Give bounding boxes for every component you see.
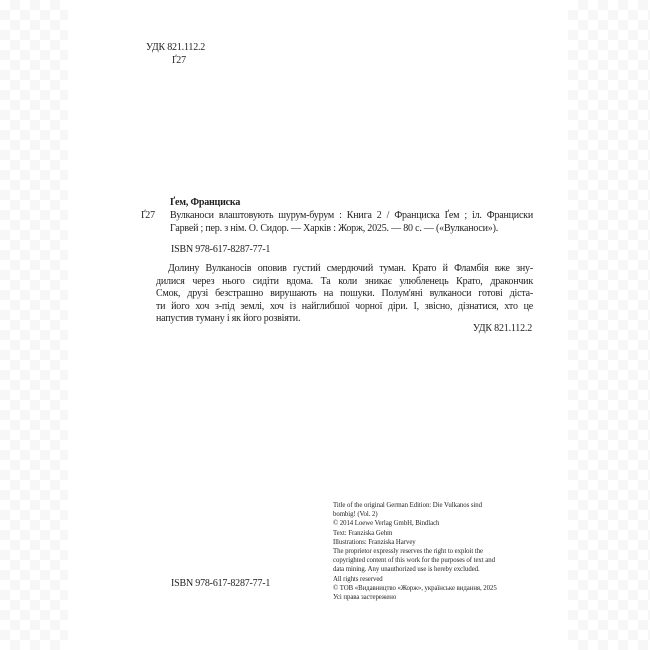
isbn-bottom: ISBN 978-617-8287-77-1 [171, 578, 271, 589]
udc-index-top: УДК 821.112.2 [146, 42, 206, 53]
catalog-citation [170, 210, 533, 235]
catalog-citation-line: Гарвей ; пер. з нім. О. Сидор. — Харків : Жорж, 2025. — 80 с. — («Вулканоси»). [170, 222, 499, 234]
copyright-line: copyrighted content of this work for the purposes of text and [333, 557, 495, 565]
copyright-line: All rights reserved [333, 575, 383, 583]
isbn-top: ISBN 978-617-8287-77-1 [171, 244, 271, 255]
copyright-line: Illustrations: Franziska Harvey [333, 538, 416, 546]
catalog-author-code: Ґ27 [141, 210, 155, 221]
annotation-line: Смок, друзі безстрашно вирушають на пошуки. Полум'яні вулканоси готові діста- [156, 288, 533, 299]
copyright-line: © ТОВ «Видавництво «Жорж», українське видання, 2025 [333, 584, 497, 592]
copyright-line: Title of the original German Edition: Die Vulkanos sind [333, 502, 483, 509]
udc-index-bottom: УДК 821.112.2 [472, 323, 532, 334]
transparency-checker-left [0, 0, 68, 650]
copyright-line: Усі права застережено [333, 594, 397, 602]
copyright-line: © 2014 Loewe Verlag GmbH, Bindlach [333, 520, 440, 528]
annotation-line: напустив туману і як його розвіяти. [156, 313, 301, 324]
catalog-citation-line: Вулканоси влаштовують шурум-бурум : Книга 2 / Франциска Ґем ; іл. Франциски [170, 210, 533, 221]
annotation-paragraph [156, 263, 533, 326]
copyright-line: The proprietor expressly reserves the right to exploit the [333, 548, 483, 556]
catalog-author-heading: Ґем, Франциска [170, 197, 241, 208]
transparency-checker-right [568, 0, 650, 650]
annotation-line: ти його хоч з-під землі, хоч із найглибшої чорної діри. І, звісно, дізнатися, хто це [156, 300, 533, 312]
copyright-line: Text: Franziska Gehm [333, 529, 393, 537]
annotation-line: Долину Вулканосів оповив густий смердючий туман. Крато й Фламбія вже зну- [168, 263, 533, 274]
copyright-block [333, 501, 497, 602]
copyright-line: data mining. Any unauthorized use is hereby excluded. [333, 566, 480, 574]
author-code-top: Ґ27 [172, 55, 186, 66]
copyright-line: bombig! (Vol. 2) [333, 511, 378, 519]
annotation-line: дилися через нього сидіти вдома. Та коли зникає улюбленець Крато, дракончик [156, 275, 533, 287]
